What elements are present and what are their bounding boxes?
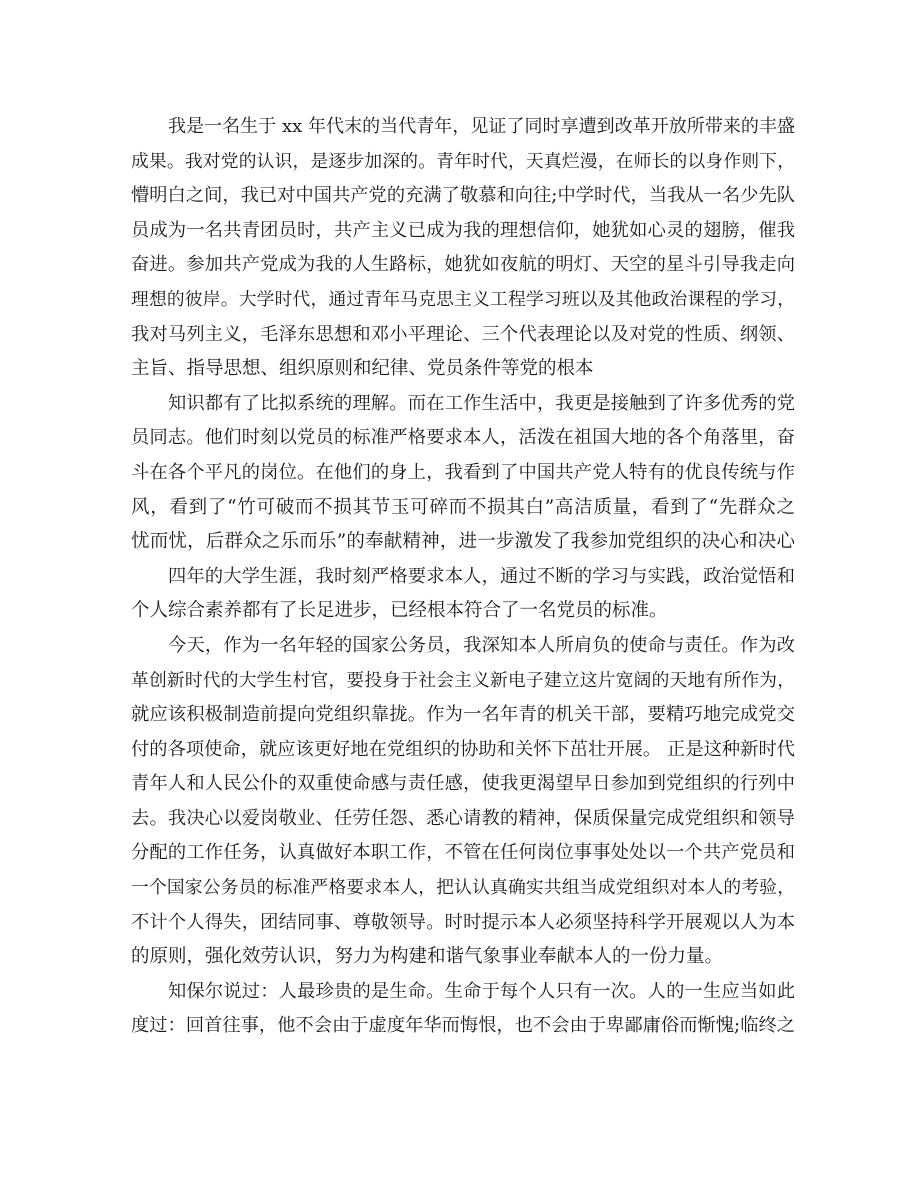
text-line: 个人综合素养都有了长足进步，已经根本符合了一名党员的标准。 [131,600,668,622]
text-line: 今天，作为一名年轻的国家公务员，我深知本人所肩负的使命与责任。作为改 [168,634,795,656]
paragraph-3 [131,560,795,629]
paragraph-5 [131,975,795,1044]
text-line: 革创新时代的大学生村官，要投身于社会主义新电子建立这片宽阔的天地有所作为， [131,670,795,691]
text-line: 奋进。参加共产党成为我的人生路标，她犹如夜航的明灯、天空的星斗引导我走向 [131,254,795,276]
text-line: 四年的大学生涯，我时刻严格要求本人，通过不断的学习与实践，政治觉悟和 [168,565,795,587]
text-line: 付的各项使命，就应该更好地在党组织的协助和关怀下茁壮开展。 正是这种新时代 [131,738,795,760]
text-line: 我对马列主义，毛泽东思想和邓小平理论、三个代表理论以及对党的性质、纲领、 [131,323,795,345]
paragraph-2 [131,387,795,560]
text-line: 不计个人得失，团结同事、尊敬领导。时时提示本人必须坚持科学开展观以人为本 [131,911,795,933]
text-line: 懵明白之间，我已对中国共产党的充满了敬慕和向往;中学时代，当我从一名少先队 [131,185,795,207]
text-line: 我是一名生于 xx 年代末的当代青年，见证了同时享遭到改革开放所带来的丰盛 [168,116,795,137]
text-line: 知保尔说过：人最珍贵的是生命。生命于每个人只有一次。人的一生应当如此 [168,980,795,1002]
document-body [131,110,795,1044]
text-line: 斗在各个平凡的岗位。在他们的身上，我看到了中国共产党人特有的优良传统与作 [131,461,795,483]
text-line: 分配的工作任务，认真做好本职工作，不管在任何岗位事事处处以一个共产党员和 [131,842,795,864]
text-line: 度过：回首往事，他不会由于虚度年华而悔恨，也不会由于卑鄙庸俗而惭愧;临终之 [131,1015,795,1037]
text-line: 一个国家公务员的标准严格要求本人，把认认真确实共组当成党组织对本人的考验， [131,878,795,899]
paragraph-1 [131,110,795,387]
text-line: 主旨、指导思想、组织原则和纪律、党员条件等党的根本 [131,358,594,380]
text-line: 风，看到了“竹可破而不损其节玉可碎而不损其白”高洁质量，看到了“先群众之 [131,496,795,518]
text-line: 员成为一名共青团员时，共产主义已成为我的理想信仰，她犹如心灵的翅膀，催我 [131,219,795,241]
paragraph-4 [131,629,795,975]
text-line: 理想的彼岸。大学时代，通过青年马克思主义工程学习班以及其他政治课程的学习， [131,289,795,310]
text-line: 青年人和人民公仆的双重使命感与责任感，使我更渴望早日参加到党组织的行列中 [131,773,795,795]
text-line: 的原则，强化效劳认识，努力为构建和谐气象事业奉献本人的一份力量。 [131,946,724,968]
text-line: 去。我决心以爱岗敬业、任劳任怨、悉心请教的精神，保质保量完成党组织和领导 [131,807,795,829]
text-line: 就应该积极制造前提向党组织靠拢。作为一名年青的机关干部，要精巧地完成党交 [131,704,795,726]
text-line: 忧而忧，后群众之乐而乐”的奉献精神，进一步激发了我参加党组织的决心和决心 [131,531,795,553]
text-line: 知识都有了比拟系统的理解。而在工作生活中，我更是接触到了许多优秀的党 [168,392,795,414]
text-line: 员同志。他们时刻以党员的标准严格要求本人，活泼在祖国大地的各个角落里，奋 [131,427,795,449]
text-line: 成果。我对党的认识，是逐步加深的。青年时代，天真烂漫，在师长的以身作则下， [131,151,795,172]
